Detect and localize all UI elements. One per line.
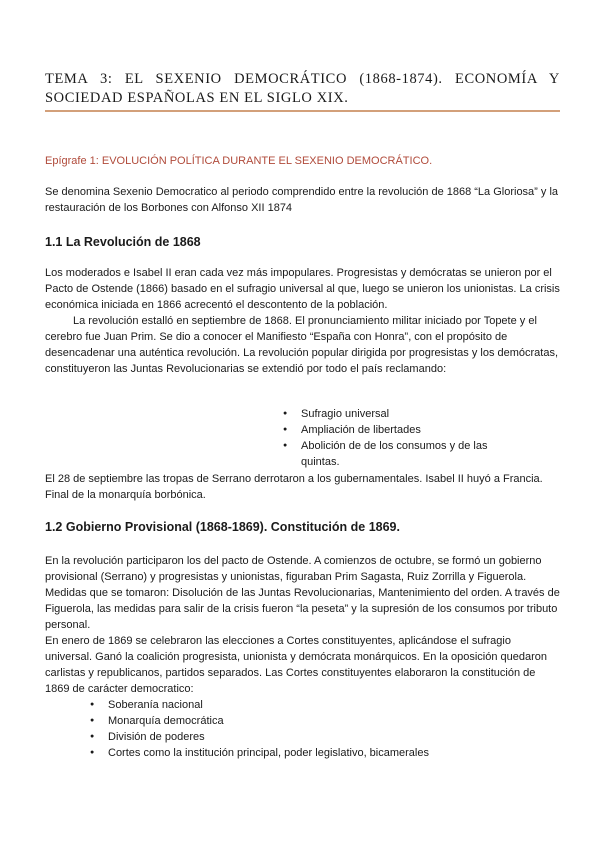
title-underline <box>45 110 560 112</box>
section-1-paragraph-1: Los moderados e Isabel II eran cada vez más impopulares. Progresistas y demócratas se unieron por el Pacto de Ostende (1866) basado en el sufragio universal al que, luego se unieron los unionistas. La crisis económica iniciada en 1866 acrecentó el descontento de la población. <box>45 267 560 311</box>
list-item: ● División de poderes <box>90 729 560 745</box>
constitution-principles-list <box>90 697 560 761</box>
section-2-paragraph-1: En la revolución participaron los del pacto de Ostende. A comienzos de octubre, se formó un gobierno provisional (Serrano) y progresistas y unionistas, figuraban Prim Sagasta, Ruiz Zorrilla y Figuerola. Medidas que se tomaron: Disolución de las Juntas Revolucionarias, Mantenimiento del orden. A través de Figuerola, las medidas para salir de la crisis fueron “la peseta” y la supresión de los consumos por tributo personal. <box>45 555 560 631</box>
intro-text: Se denomina Sexenio Democratico al periodo comprendido entre la revolución de 1868 “La Gloriosa” y la restauración de los Borbones con Alfonso XII 1874 <box>45 186 559 214</box>
section-2-body <box>45 553 560 697</box>
list-item: ● Abolición de de los consumos y de las quintas. <box>283 438 523 470</box>
section-1-heading: 1.1 La Revolución de 1868 <box>45 235 201 249</box>
section-1-paragraph-2: La revolución estalló en septiembre de 1868. El pronunciamiento militar iniciado por Topete y el cerebro fue Juan Prim. Se dio a conocer el Manifiesto “España con Honra”, con el propósito de desencadenar una auténtica revolución. La revolución popular dirigida por progresistas y los demócratas, constituyeron las Juntas Revolucionarias se extendió por todo el país reclamando: <box>45 315 559 375</box>
section-1-closing <box>45 471 560 503</box>
demands-list <box>283 406 523 470</box>
section-1-paragraph-3: El 28 de septiembre las tropas de Serrano derrotaron a los gubernamentales. Isabel II huyó a Francia. Final de la monarquía borbónica. <box>45 473 543 501</box>
intro-paragraph <box>45 184 560 216</box>
list-item: ● Sufragio universal <box>283 406 523 422</box>
list-item: ● Cortes como la institución principal, poder legislativo, bicamerales <box>90 745 560 761</box>
list-item: ● Ampliación de libertades <box>283 422 523 438</box>
section-2-paragraph-2: En enero de 1869 se celebraron las elecciones a Cortes constituyentes, aplicándose el sufragio universal. Ganó la coalición progresista, unionista y demócrata monárquicos. En la oposición quedaron carlistas y republicanos, partidos separados. Las Cortes constituyentes elaboraron la constitución de 1869 de carácter democratico: <box>45 635 548 695</box>
section-2-heading: 1.2 Gobierno Provisional (1868-1869). Constitución de 1869. <box>45 520 400 534</box>
list-item: ● Soberanía nacional <box>90 697 560 713</box>
document-title: TEMA 3: EL SEXENIO DEMOCRÁTICO (1868-1874). ECONOMÍA Y SOCIEDAD ESPAÑOLAS EN EL SIGLO XIX. <box>45 71 560 106</box>
epigrafe-heading: Epígrafe 1: EVOLUCIÓN POLÍTICA DURANTE EL SEXENIO DEMOCRÁTICO. <box>45 155 433 167</box>
section-1-body <box>45 265 560 377</box>
list-item: ● Monarquía democrática <box>90 713 560 729</box>
